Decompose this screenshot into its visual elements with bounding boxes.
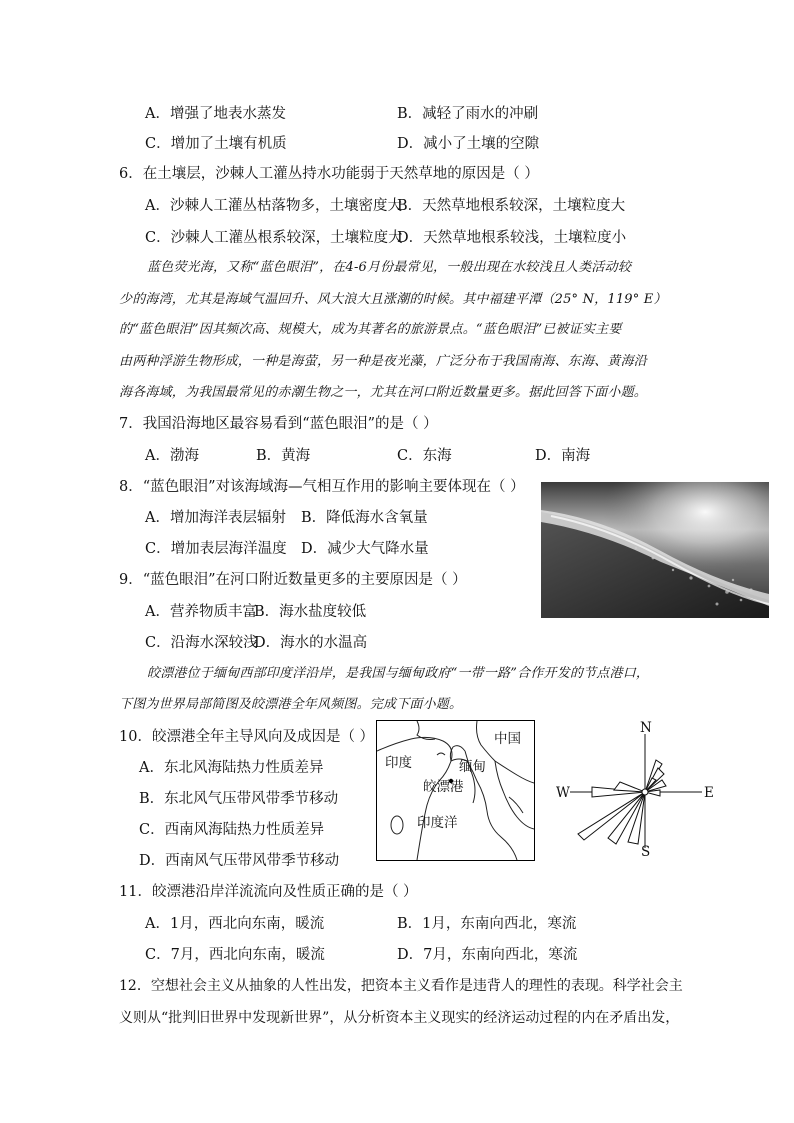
rose-south-label: S bbox=[641, 844, 651, 860]
rose-north-label: N bbox=[640, 720, 652, 736]
rose-west-label: W bbox=[556, 785, 570, 801]
blue-tears-photo bbox=[541, 482, 769, 618]
passage1-line: 由两种浮游生物形成，一种是海萤，另一种是夜光藻，广泛分布于我国南海、东海、黄海沿 bbox=[119, 354, 648, 369]
map-label-india: 印度 bbox=[385, 755, 412, 771]
q6-stem: 6．在土壤层，沙棘人工灌丛持水功能弱于天然草地的原因是（ ） bbox=[119, 166, 539, 182]
q10-option-b: B．东北风气压带风带季节移动 bbox=[139, 791, 339, 807]
wind-rose bbox=[556, 720, 726, 862]
passage1-line: 蓝色荧光海，又称“蓝色眼泪”，在4-6月份最常见，一般出现在水较浅且人类活动较 bbox=[147, 260, 632, 275]
map-label-port: 皎漂港 bbox=[423, 779, 464, 795]
q8-option-b: B．降低海水含氧量 bbox=[301, 510, 428, 526]
q11-stem: 11．皎漂港沿岸洋流流向及性质正确的是（ ） bbox=[119, 884, 418, 900]
q9-option-d: D．海水的水温高 bbox=[254, 635, 368, 651]
passage2-line: 下图为世界局部简图及皎漂港全年风频图。完成下面小题。 bbox=[119, 697, 463, 712]
q9-option-b: B．海水盐度较低 bbox=[254, 604, 367, 620]
q7-option-a: A．渤海 bbox=[145, 448, 199, 464]
q6-option-d: D．天然草地根系较浅，土壤粒度小 bbox=[397, 230, 627, 246]
q10-option-c: C．西南风海陆热力性质差异 bbox=[139, 822, 325, 838]
map-label-china: 中国 bbox=[494, 731, 521, 747]
q11-option-c: C．7月，西北向东南，暖流 bbox=[145, 947, 325, 963]
map-label-myanmar: 缅甸 bbox=[459, 759, 486, 775]
map-label-ocean: 印度洋 bbox=[417, 815, 458, 831]
q9-option-c: C．沿海水深较浅 bbox=[145, 635, 258, 651]
passage1-line: 海各海域，为我国最常见的赤潮生物之一，尤其在河口附近数量更多。据此回答下面小题。 bbox=[119, 385, 648, 400]
q6-option-a: A．沙棘人工灌丛枯落物多，土壤密度大 bbox=[145, 198, 402, 214]
rose-east-label: E bbox=[704, 785, 714, 801]
q6-option-b: B．天然草地根系较深，土壤粒度大 bbox=[397, 198, 626, 214]
q5-option-d: D．减小了土壤的空隙 bbox=[397, 136, 540, 152]
passage2-line: 皎漂港位于缅甸西部印度洋沿岸，是我国与缅甸政府“一带一路”合作开发的节点港口， bbox=[147, 666, 650, 681]
q11-option-b: B．1月，东南向西北，寒流 bbox=[397, 916, 577, 932]
q8-stem: 8．“蓝色眼泪”对该海域海—气相互作用的影响主要体现在（ ） bbox=[119, 479, 525, 495]
q10-option-a: A．东北风海陆热力性质差异 bbox=[139, 760, 324, 776]
q12-line: 12．空想社会主义从抽象的人性出发，把资本主义看作是违背人的理性的表现。科学社会主 bbox=[119, 978, 683, 994]
q7-option-b: B．黄海 bbox=[256, 448, 311, 464]
q5-option-c: C．增加了土壤有机质 bbox=[145, 136, 287, 152]
q11-option-d: D．7月，东南向西北，寒流 bbox=[397, 947, 578, 963]
passage1-line: 的“蓝色眼泪”因其频次高、规模大，成为其著名的旅游景点。“蓝色眼泪”已被证实主要 bbox=[119, 322, 622, 337]
q10-option-d: D．西南风气压带风带季节移动 bbox=[139, 853, 340, 869]
q10-stem: 10．皎漂港全年主导风向及成因是（ ） bbox=[119, 729, 375, 745]
q8-option-d: D．减少大气降水量 bbox=[301, 541, 429, 557]
q6-option-c: C．沙棘人工灌丛根系较深，土壤粒度大 bbox=[145, 230, 403, 246]
q8-option-c: C．增加表层海洋温度 bbox=[145, 541, 287, 557]
q8-option-a: A．增加海洋表层辐射 bbox=[145, 510, 286, 526]
q5-option-b: B．减轻了雨水的冲刷 bbox=[397, 106, 539, 122]
q9-stem: 9．“蓝色眼泪”在河口附近数量更多的主要原因是（ ） bbox=[119, 572, 467, 588]
q12-line: 义则从“批判旧世界中发现新世界”，从分析资本主义现实的经济运动过程的内在矛盾出发， bbox=[119, 1010, 680, 1026]
q9-option-a: A．营养物质丰富 bbox=[145, 604, 257, 620]
q11-option-a: A．1月，西北向东南，暖流 bbox=[145, 916, 325, 932]
q7-stem: 7．我国沿海地区最容易看到“蓝色眼泪”的是（ ） bbox=[119, 416, 438, 432]
passage1-line: 少的海湾，尤其是海域气温回升、风大浪大且涨潮的时候。其中福建平潭（25° N，119° E） bbox=[119, 292, 667, 307]
q7-option-d: D．南海 bbox=[535, 448, 591, 464]
q5-option-a: A．增强了地表水蒸发 bbox=[145, 106, 286, 122]
region-map bbox=[376, 720, 535, 861]
q7-option-c: C．东海 bbox=[397, 448, 452, 464]
